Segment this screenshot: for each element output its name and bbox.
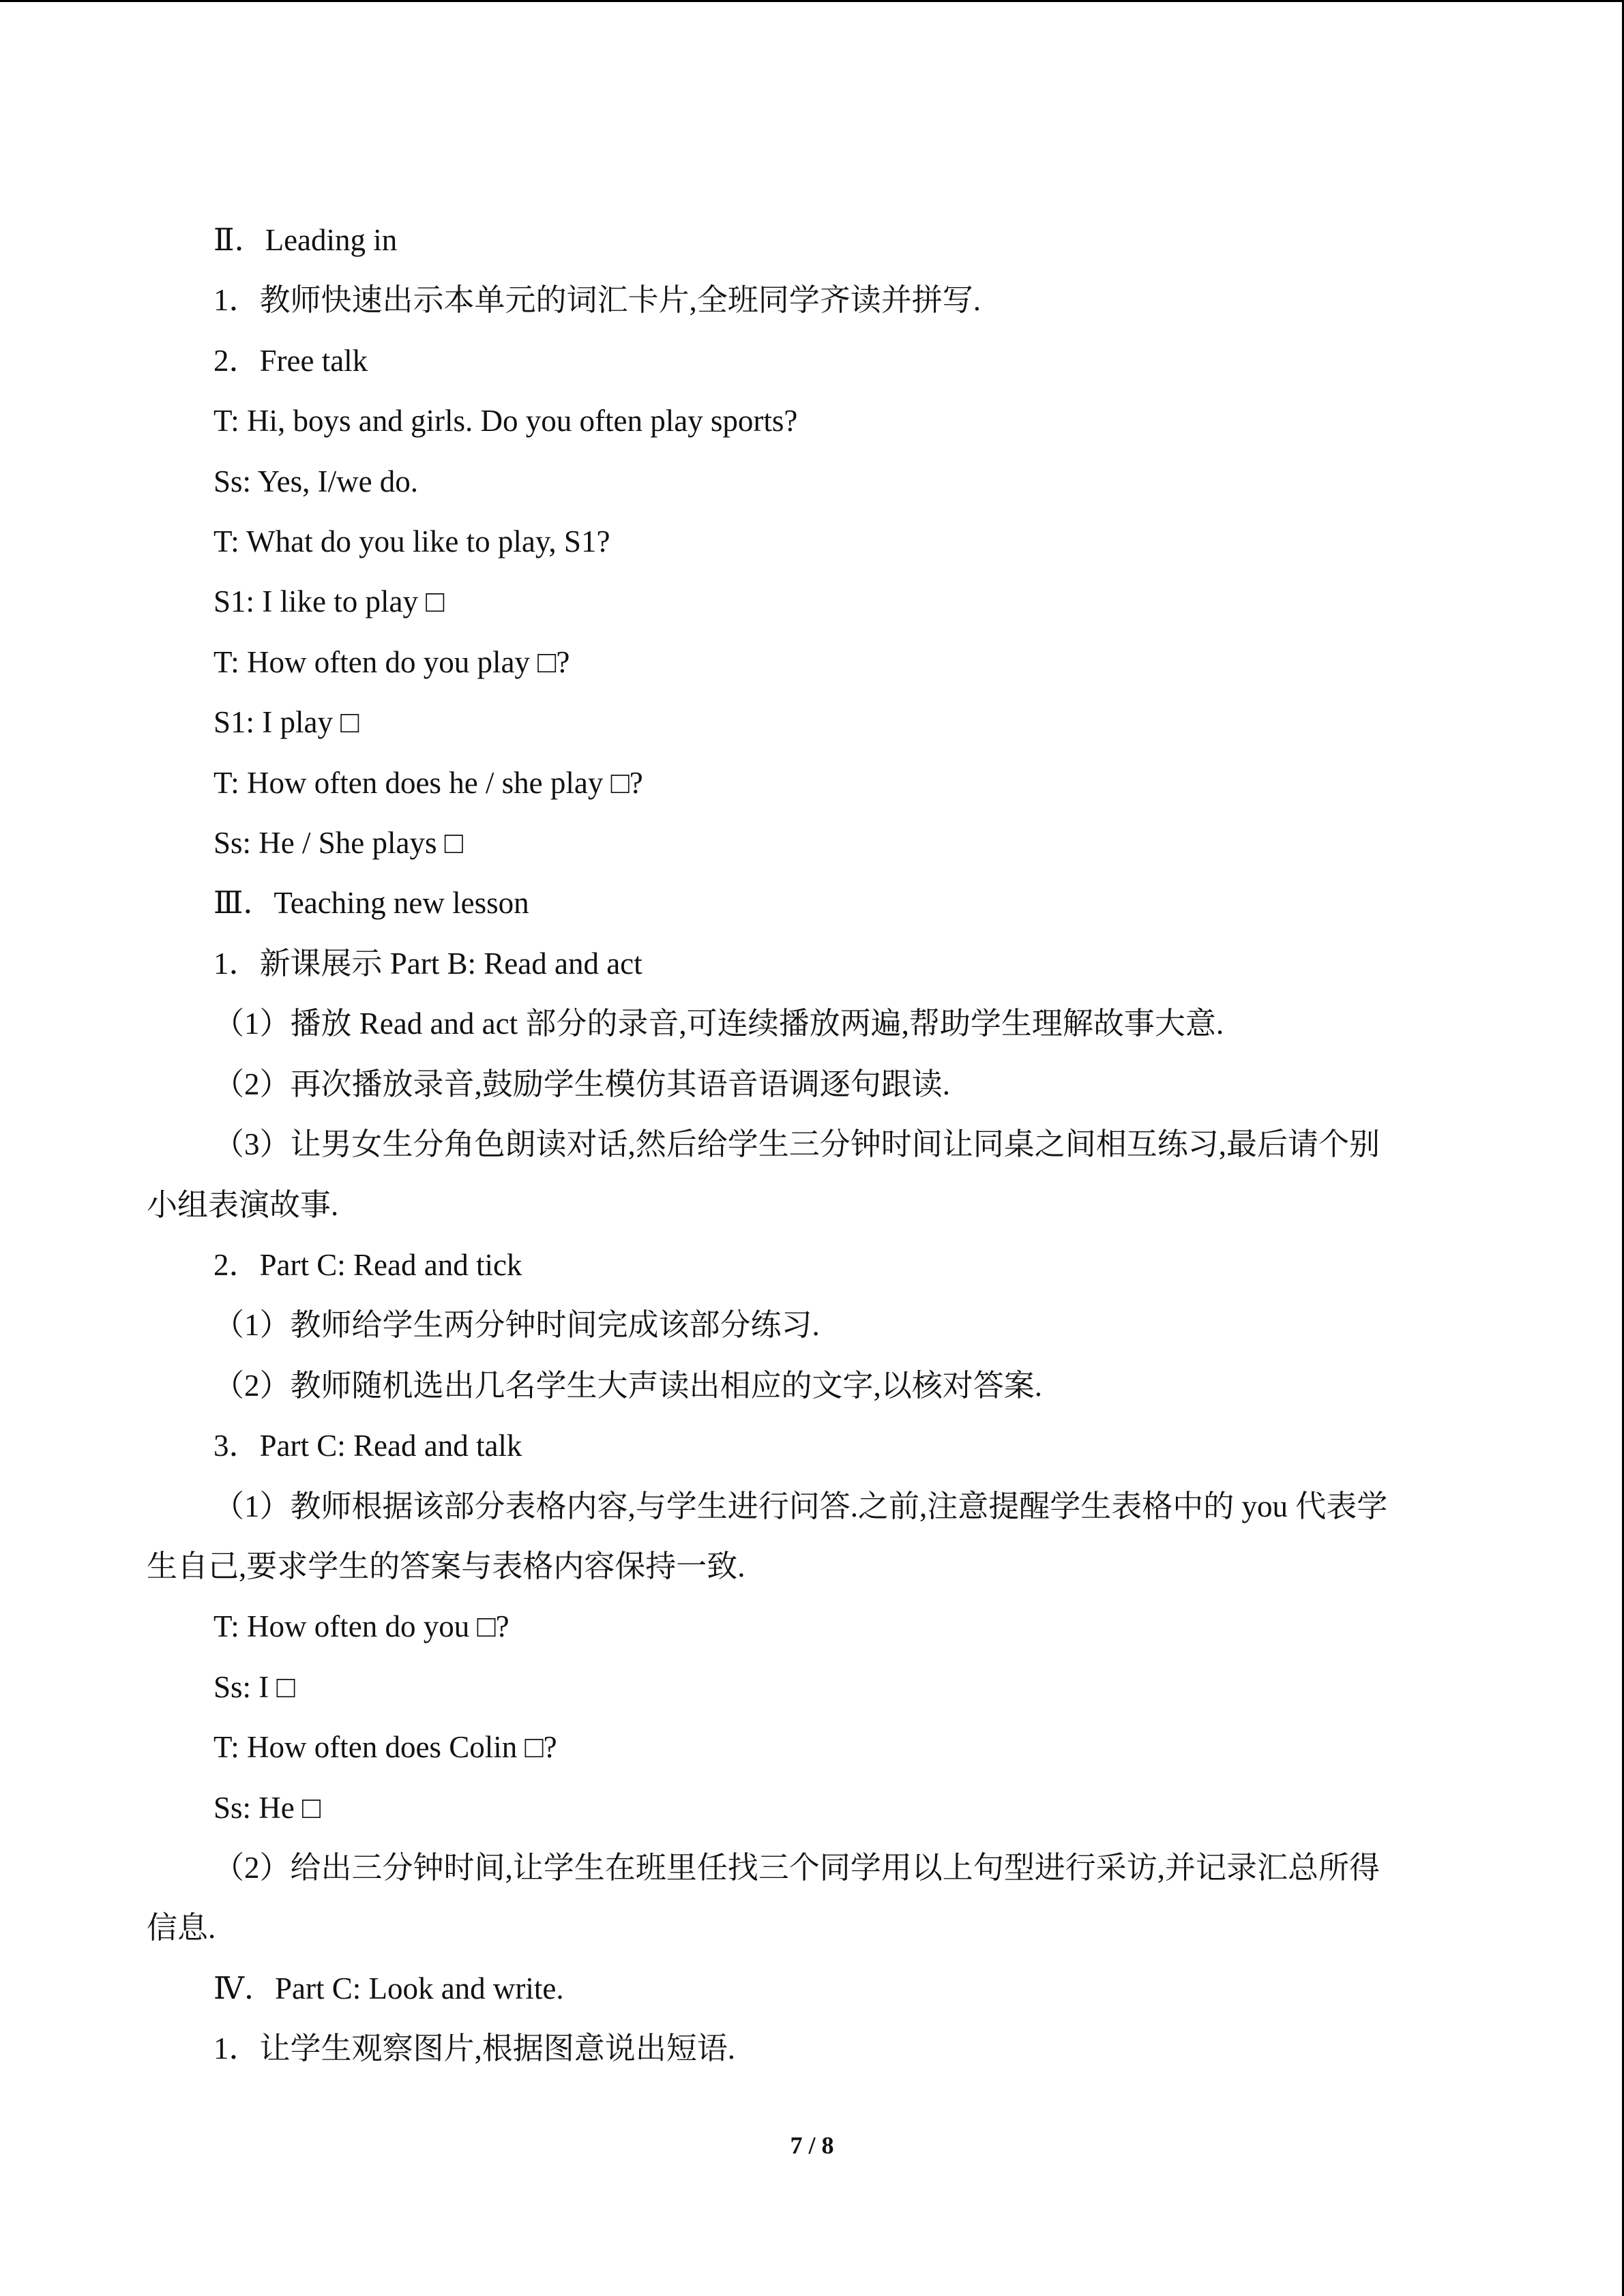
- text-line: （1）教师根据该部分表格内容,与学生进行问答.之前,注意提醒学生表格中的 you 代表学: [213, 1489, 1388, 1523]
- top-border-line: [0, 0, 1624, 2]
- text-line: （2）给出三分钟时间,让学生在班里任找三个同学用以上句型进行采访,并记录汇总所得: [213, 1850, 1381, 1885]
- text-line: （3）让男女生分角色朗读对话,然后给学生三分钟时间让同桌之间相互练习,最后请个别: [213, 1127, 1381, 1162]
- text-line-continuation: 信息.: [147, 1911, 216, 1945]
- text-line: （1）播放 Read and act 部分的录音,可连续播放两遍,帮助学生理解故事大意.: [213, 1007, 1224, 1041]
- dialogue-line: Ss: He □: [213, 1790, 321, 1825]
- dialogue-line: T: What do you like to play, S1?: [213, 524, 610, 559]
- section-heading-leading-in: Ⅱ．Leading in: [213, 223, 398, 257]
- dialogue-line: T: How often do you □?: [213, 1609, 510, 1644]
- dialogue-line: T: How often does he / she play □?: [213, 765, 643, 800]
- dialogue-line: Ss: Yes, I/we do.: [213, 464, 419, 498]
- text-line: （2）再次播放录音,鼓励学生模仿其语音语调逐句跟读.: [213, 1067, 951, 1101]
- dialogue-line: Ss: I □: [213, 1669, 295, 1704]
- dialogue-line: Ss: He / She plays □: [213, 826, 463, 861]
- dialogue-line: T: How often do you play □?: [213, 644, 570, 679]
- section-heading-look-and-write: Ⅳ．Part C: Look and write.: [213, 1971, 564, 2006]
- text-line: 1．让学生观察图片,根据图意说出短语.: [213, 2031, 736, 2066]
- section-heading-teaching-new-lesson: Ⅲ．Teaching new lesson: [213, 886, 529, 921]
- text-line: 1．新课展示 Part B: Read and act: [213, 946, 643, 981]
- text-line: 2．Free talk: [213, 343, 368, 378]
- dialogue-line: S1: I like to play □: [213, 584, 445, 619]
- text-line: （2）教师随机选出几名学生大声读出相应的文字,以核对答案.: [213, 1368, 1043, 1403]
- text-line: 2．Part C: Read and tick: [213, 1247, 522, 1282]
- text-line: （1）教师给学生两分钟时间完成该部分练习.: [213, 1308, 820, 1343]
- text-line-continuation: 生自己,要求学生的答案与表格内容保持一致.: [147, 1549, 745, 1583]
- dialogue-line: T: Hi, boys and girls. Do you often play sports?: [213, 404, 798, 438]
- dialogue-line: T: How often does Colin □?: [213, 1730, 557, 1765]
- dialogue-line: S1: I play □: [213, 705, 359, 740]
- text-line-continuation: 小组表演故事.: [147, 1187, 339, 1222]
- text-line: 3．Part C: Read and talk: [213, 1429, 522, 1463]
- page-number: 7 / 8: [790, 2132, 834, 2159]
- text-line: 1．教师快速出示本单元的词汇卡片,全班同学齐读并拼写.: [213, 283, 981, 318]
- document-body: [147, 210, 1477, 2079]
